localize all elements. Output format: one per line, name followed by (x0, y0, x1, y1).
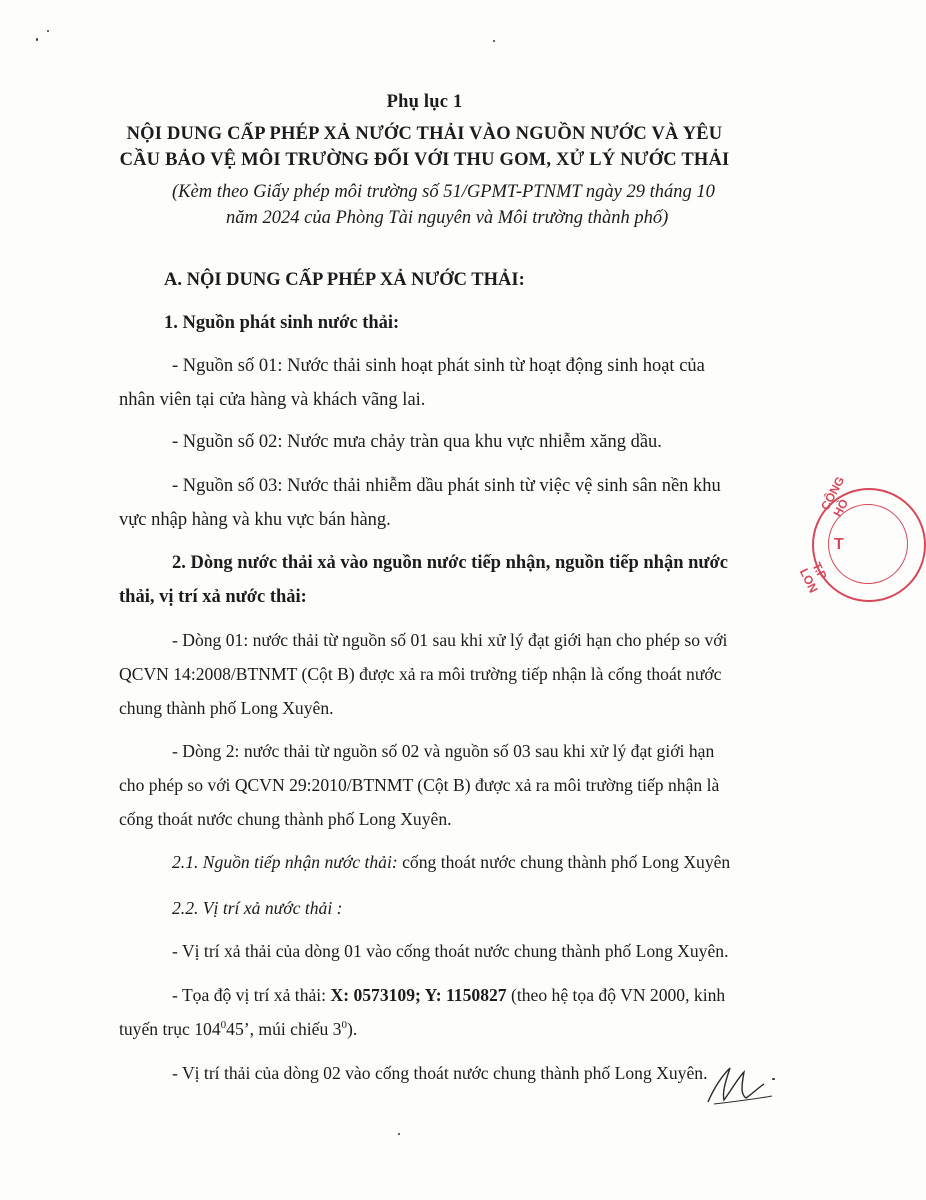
sub-2-1 (172, 852, 730, 873)
scan-speck (772, 1078, 775, 1080)
signature-initial-icon (700, 1058, 780, 1110)
coordinates-line-2 (119, 1019, 357, 1040)
item2-heading-line-1: 2. Dòng nước thải xả vào nguồn nước tiếp nhận, nguồn tiếp nhận nước (172, 553, 728, 573)
scan-speck (493, 40, 495, 42)
scan-speck (47, 30, 49, 32)
sub-2-1-label: 2.1. Nguồn tiếp nhận nước thải: (172, 852, 398, 872)
coordinates-suffix: (theo hệ tọa độ VN 2000, kinh (506, 985, 726, 1005)
title-line-1: NỘI DUNG CẤP PHÉP XẢ NƯỚC THẢI VÀO NGUỒN NƯỚC VÀ YÊU (126, 124, 723, 144)
source1-line-2: nhân viên tại cửa hàng và khách vãng lai. (119, 390, 426, 410)
coordinates-line-1 (172, 985, 725, 1006)
source2: - Nguồn số 02: Nước mưa chảy tràn qua khu vực nhiễm xăng dầu. (172, 432, 662, 452)
seal-text-top: CỘNG HÒ (818, 474, 852, 520)
degree-sup-1: 0 (220, 1019, 227, 1032)
section-a-heading: A. NỘI DUNG CẤP PHÉP XẢ NƯỚC THẢI: (164, 270, 525, 290)
source3-line-1: - Nguồn số 03: Nước thải nhiễm dầu phát sinh từ việc vệ sinh sân nền khu (172, 476, 721, 496)
subtitle-line-1: (Kèm theo Giấy phép môi trường số 51/GPMT-PTNMT ngày 29 tháng 10 (172, 182, 715, 202)
flow2-line-3: cống thoát nước chung thành phố Long Xuyên. (119, 809, 452, 829)
source1-line-1: - Nguồn số 01: Nước thải sinh hoạt phát sinh từ hoạt động sinh hoạt của (172, 356, 705, 376)
position-1: - Vị trí xả thải của dòng 01 vào cống thoát nước chung thành phố Long Xuyên. (172, 941, 729, 961)
seal-text-mid: T (834, 536, 844, 553)
title-line-2: CẦU BẢO VỆ MÔI TRƯỜNG ĐỐI VỚI THU GOM, XỬ LÝ NƯỚC THẢI (119, 150, 730, 170)
closing-text: ). (346, 1019, 358, 1039)
zone-text: 45’, múi chiếu 3 (226, 1019, 342, 1039)
coordinates-prefix: - Tọa độ vị trí xả thải: (172, 985, 331, 1005)
flow2-line-1: - Dòng 2: nước thải từ nguồn số 02 và nguồn số 03 sau khi xử lý đạt giới hạn (172, 741, 715, 761)
item1-heading: 1. Nguồn phát sinh nước thải: (164, 313, 400, 333)
appendix-label: Phụ lục 1 (386, 92, 463, 112)
sub-2-2-label: 2.2. Vị trí xả nước thải : (172, 898, 343, 918)
flow1-line-3: chung thành phố Long Xuyên. (119, 698, 334, 718)
coordinates-values: X: 0573109; Y: 1150827 (330, 985, 507, 1005)
flow1-line-2: QCVN 14:2008/BTNMT (Cột B) được xả ra môi trường tiếp nhận là cống thoát nước (119, 664, 722, 684)
degree-sup-2: 0 (341, 1019, 347, 1032)
scan-speck (398, 1133, 400, 1135)
seal-text-bottom: T.P LON (796, 560, 830, 596)
scan-speck (36, 38, 38, 41)
item2-heading-line-2: thải, vị trí xả nước thải: (119, 587, 307, 607)
flow2-line-2: cho phép so với QCVN 29:2010/BTNMT (Cột B) được xả ra môi trường tiếp nhận là (119, 775, 720, 795)
subtitle-line-2: năm 2024 của Phòng Tài nguyên và Môi trường thành phố) (226, 208, 669, 228)
source3-line-2: vực nhập hàng và khu vực bán hàng. (119, 510, 391, 530)
position-2: - Vị trí thải của dòng 02 vào cống thoát nước chung thành phố Long Xuyên. (172, 1063, 708, 1083)
meridian-text: tuyến trục 104 (119, 1019, 221, 1039)
sub-2-1-text: cống thoát nước chung thành phố Long Xuyên (397, 852, 731, 872)
flow1-line-1: - Dòng 01: nước thải từ nguồn số 01 sau khi xử lý đạt giới hạn cho phép so với (172, 630, 728, 650)
